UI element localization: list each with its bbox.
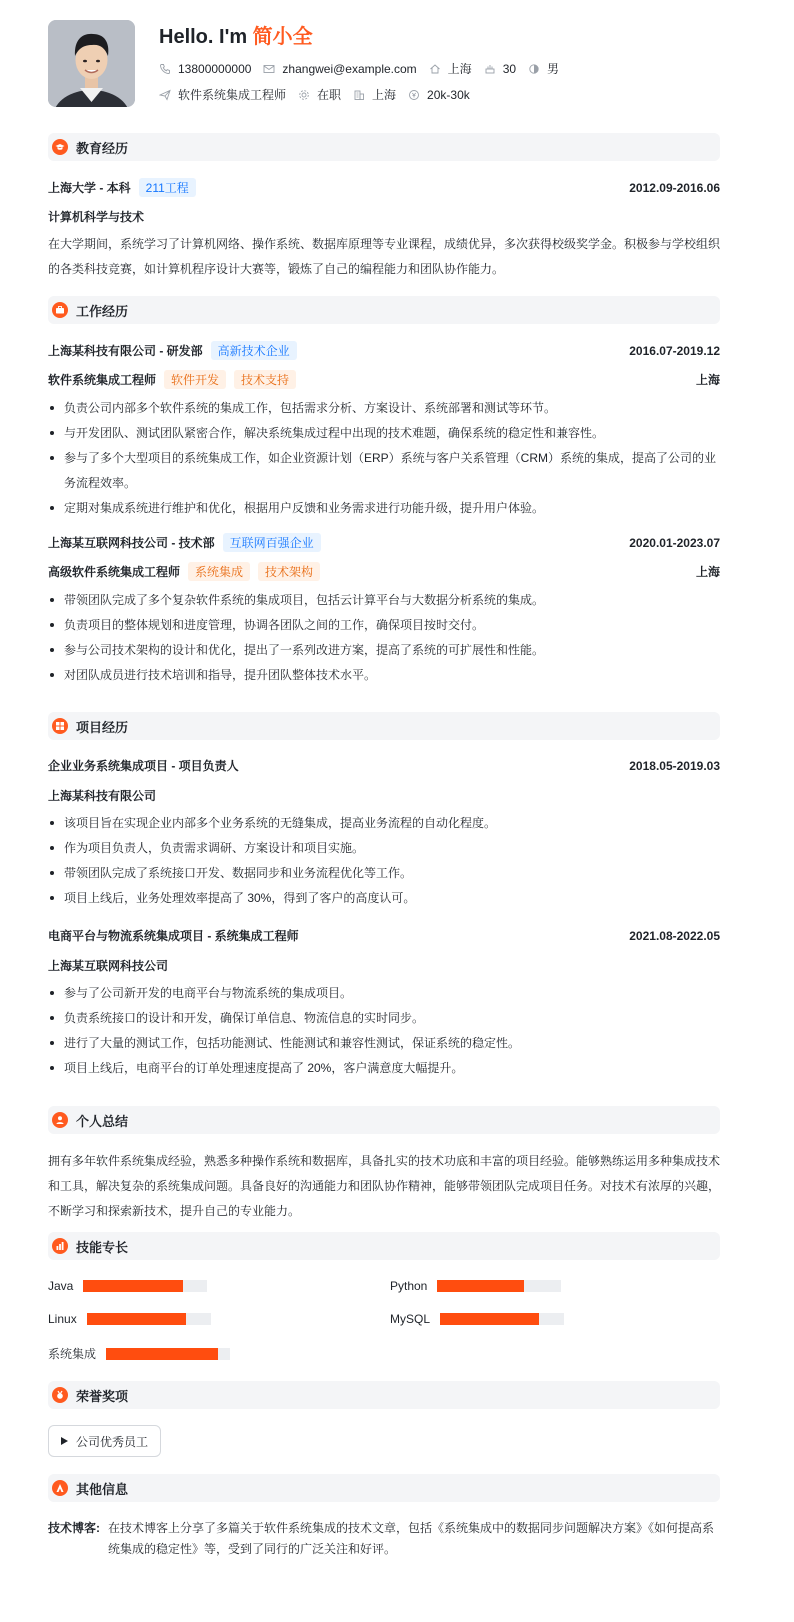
award-label: 公司优秀员工 — [76, 1434, 149, 1449]
salary-item — [408, 88, 470, 102]
skill-bar-track — [87, 1313, 211, 1325]
skill-bar-track — [440, 1313, 564, 1325]
other-value: 在技术博客上分享了多篇关于软件系统集成的技术文章，包括《系统集成中的数据同步问题解决方案》《如何提高系统集成的稳定性》等，受到了同行的广泛关注和好评。 — [108, 1521, 715, 1556]
work-section-header — [48, 296, 720, 324]
other-section-header — [48, 1474, 720, 1502]
other-title: 其他信息 — [76, 1481, 129, 1497]
other-key: 技术博客: — [48, 1521, 100, 1535]
education-title: 教育经历 — [76, 140, 129, 156]
project-bullets — [48, 981, 720, 1081]
job-role: 高级软件系统集成工程师 — [48, 565, 181, 579]
play-icon — [61, 1437, 68, 1445]
position-value: 软件系统集成工程师 — [178, 88, 287, 102]
major: 计算机科学与技术 — [48, 210, 145, 224]
work-title: 工作经历 — [76, 303, 129, 319]
list-item: 对团队成员进行技术培训和指导，提升团队整体技术水平。 — [48, 663, 720, 688]
education-section-header — [48, 133, 720, 161]
award-item[interactable] — [48, 1425, 161, 1457]
other-entry — [48, 1518, 720, 1560]
phone-value: 13800000000 — [178, 61, 252, 76]
education-entry-header — [48, 178, 720, 197]
job-role: 软件系统集成工程师 — [48, 373, 157, 387]
cake-icon — [484, 63, 496, 75]
project-company: 上海某互联网科技公司 — [48, 959, 169, 973]
email-value: zhangwei@example.com — [282, 61, 417, 76]
list-item: 参与了公司新开发的电商平台与物流系统的集成项目。 — [48, 981, 720, 1006]
mail-icon — [263, 63, 275, 75]
grid-icon — [52, 718, 68, 734]
skill-item — [48, 1345, 230, 1362]
greeting-prefix: Hello. I'm — [159, 26, 248, 48]
list-item: 定期对集成系统进行维护和优化，根据用户反馈和业务需求进行功能升级，提升用户体验。 — [48, 496, 720, 521]
list-item: 带领团队完成了系统接口开发、数据同步和业务流程优化等工作。 — [48, 861, 720, 886]
job-city: 上海 — [695, 565, 720, 579]
education-period: 2012.09-2016.06 — [629, 180, 720, 195]
role-tag: 系统集成 — [188, 562, 250, 581]
skill-item — [48, 1312, 211, 1326]
skill-name: Linux — [48, 1312, 77, 1326]
gear-icon — [298, 89, 310, 101]
list-item: 负责系统接口的设计和开发，确保订单信息、物流信息的实时同步。 — [48, 1006, 720, 1031]
building-icon — [353, 89, 365, 101]
gender-item — [528, 60, 559, 77]
project-period: 2018.05-2019.03 — [629, 758, 720, 773]
candidate-name: 简小全 — [252, 26, 313, 48]
project-name: 电商平台与物流系统集成项目 - 系统集成工程师 — [48, 929, 299, 943]
avatar — [48, 20, 135, 107]
skill-item — [48, 1279, 207, 1293]
skill-item — [390, 1312, 564, 1326]
projects-section-header — [48, 712, 720, 740]
briefcase-icon — [52, 302, 68, 318]
age-value: 30 — [502, 61, 517, 76]
skill-bar-fill — [437, 1280, 524, 1292]
status-item — [298, 86, 341, 103]
skill-bar-fill — [87, 1313, 186, 1325]
age-item — [484, 62, 516, 76]
job-entry-header — [48, 533, 720, 552]
chart-bar-icon — [52, 1238, 68, 1254]
user-icon — [52, 1112, 68, 1128]
target-city-value: 上海 — [372, 88, 397, 102]
projects-title: 项目经历 — [76, 719, 129, 735]
project-entry-header — [48, 927, 720, 944]
school-name: 上海大学 - 本科 — [48, 181, 131, 195]
list-item: 负责项目的整体规划和进度管理，协调各团队之间的工作，确保项目按时交付。 — [48, 613, 720, 638]
skills-title: 技能专长 — [76, 1239, 129, 1255]
job-company: 上海某科技有限公司 - 研发部 — [48, 344, 203, 358]
job-period: 2020.01-2023.07 — [629, 535, 720, 550]
school-tag: 211工程 — [139, 178, 196, 197]
money-icon — [408, 89, 420, 101]
project-period: 2021.08-2022.05 — [629, 928, 720, 943]
skill-name: MySQL — [390, 1312, 431, 1326]
job-bullets — [48, 588, 720, 688]
project-bullets — [48, 811, 720, 911]
send-icon — [159, 89, 171, 101]
gender-value: 男 — [547, 62, 560, 76]
list-item: 该项目旨在实现企业内部多个业务系统的无缝集成，提高业务流程的自动化程度。 — [48, 811, 720, 836]
contact-row — [159, 60, 571, 77]
job-intent-row — [159, 86, 482, 103]
awards-title: 荣誉奖项 — [76, 1388, 129, 1404]
project-company: 上海某科技有限公司 — [48, 789, 157, 803]
role-tag: 技术支持 — [234, 370, 296, 389]
summary-section-header — [48, 1106, 720, 1134]
list-item: 参与公司技术架构的设计和优化，提出了一系列改进方案，提高了系统的可扩展性和性能。 — [48, 638, 720, 663]
awards-section-header — [48, 1381, 720, 1409]
skills-section-header — [48, 1232, 720, 1260]
role-tag: 软件开发 — [164, 370, 226, 389]
person-badge-icon — [52, 1480, 68, 1496]
list-item: 与开发团队、测试团队紧密合作，解决系统集成过程中出现的技术难题，确保系统的稳定性和兼容性。 — [48, 421, 720, 446]
status-value: 在职 — [317, 88, 342, 102]
salary-value: 20k-30k — [427, 87, 470, 102]
phone-item — [159, 62, 251, 76]
list-item: 作为项目负责人，负责需求调研、方案设计和项目实施。 — [48, 836, 720, 861]
home-icon — [429, 63, 441, 75]
skill-bar-fill — [440, 1313, 539, 1325]
summary-text: 拥有多年软件系统集成经验，熟悉多种操作系统和数据库，具备扎实的技术功底和丰富的项目经验。能够熟练运用多种集成技术和工具，解决复杂的系统集成问题。具备良好的沟通能力和团队协作精神，能够带领团队完成项目任务。对技术有浓厚的兴趣，不断学习和探索新技术，提升自己的专业能力。 — [48, 1154, 721, 1218]
awards-list — [48, 1425, 248, 1457]
company-tag: 互联网百强企业 — [223, 533, 321, 552]
role-tag: 技术架构 — [258, 562, 320, 581]
gender-icon — [528, 63, 540, 75]
skill-name: Python — [390, 1279, 428, 1293]
resume-header — [48, 18, 720, 118]
job-period: 2016.07-2019.12 — [629, 343, 720, 358]
job-role-row — [48, 562, 720, 581]
list-item: 项目上线后，业务处理效率提高了 30%，得到了客户的高度认可。 — [48, 886, 720, 911]
project-name: 企业业务系统集成项目 - 项目负责人 — [48, 759, 239, 773]
company-tag: 高新技术企业 — [211, 341, 297, 360]
list-item: 参与了多个大型项目的系统集成工作，如企业资源计划（ERP）系统与客户关系管理（CRM）系统的集成，提高了公司的业务流程效率。 — [48, 446, 720, 496]
skill-bar-track — [106, 1348, 230, 1360]
list-item: 项目上线后，电商平台的订单处理速度提高了 20%，客户满意度大幅提升。 — [48, 1056, 720, 1081]
project-entry-header — [48, 757, 720, 774]
summary-title: 个人总结 — [76, 1113, 129, 1129]
list-item: 带领团队完成了多个复杂软件系统的集成项目，包括云计算平台与大数据分析系统的集成。 — [48, 588, 720, 613]
skill-bar-fill — [83, 1280, 182, 1292]
city-item — [429, 60, 472, 77]
target-city-item — [353, 86, 396, 103]
job-entry-header — [48, 341, 720, 360]
job-role-row — [48, 370, 720, 389]
skill-item — [390, 1279, 561, 1293]
list-item: 进行了大量的测试工作，包括功能测试、性能测试和兼容性测试，保证系统的稳定性。 — [48, 1031, 720, 1056]
list-item: 负责公司内部多个软件系统的集成工作，包括需求分析、方案设计、系统部署和测试等环节。 — [48, 396, 720, 421]
email-item — [263, 62, 416, 76]
job-bullets — [48, 396, 720, 521]
skill-bar-fill — [106, 1348, 218, 1360]
job-city: 上海 — [695, 373, 720, 387]
skill-bar-track — [437, 1280, 561, 1292]
greeting — [159, 20, 313, 49]
skill-name: Java — [48, 1279, 74, 1293]
medal-icon — [52, 1387, 68, 1403]
job-company: 上海某互联网科技公司 - 技术部 — [48, 536, 215, 550]
skill-bar-track — [83, 1280, 207, 1292]
skill-name: 系统集成 — [48, 1347, 97, 1361]
education-description: 在大学期间，系统学习了计算机网络、操作系统、数据库原理等专业课程，成绩优异，多次获得校级奖学金。积极参与学校组织的各类科技竞赛，如计算机程序设计大赛等，锻炼了自己的编程能力和团队协作能力。 — [48, 237, 721, 276]
city-value: 上海 — [447, 62, 472, 76]
phone-icon — [159, 63, 171, 75]
graduation-cap-icon — [52, 139, 68, 155]
position-item — [159, 86, 286, 103]
resume-page — [48, 18, 721, 1556]
